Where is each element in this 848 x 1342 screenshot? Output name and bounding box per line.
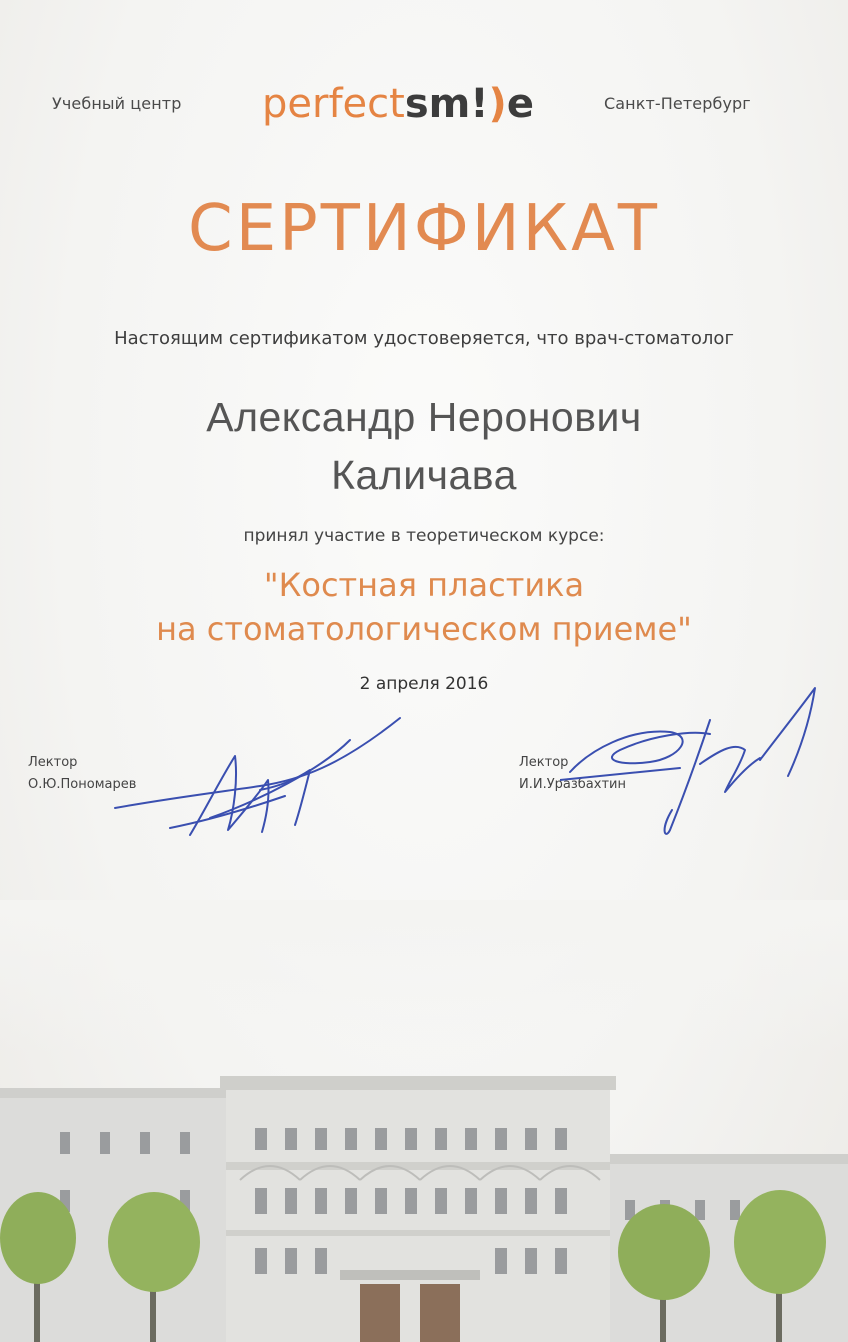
recipient-name-last: Каличава xyxy=(331,452,517,498)
building-illustration xyxy=(0,900,848,1342)
signature-right xyxy=(560,680,830,850)
logo-part-e: e xyxy=(506,81,534,127)
course-title-line-2: на стоматологическом приеме" xyxy=(156,610,692,648)
lecturer-left-role: Лектор xyxy=(28,755,78,770)
logo-part-perfect: perfect xyxy=(262,81,405,127)
lecturer-right-role: Лектор xyxy=(519,755,569,770)
signature-left xyxy=(110,700,410,860)
certificate-title: СЕРТИФИКАТ xyxy=(188,192,660,266)
participation-statement: принял участие в теоретическом курсе: xyxy=(243,526,605,546)
lecturer-left-name: О.Ю.Пономарев xyxy=(28,777,137,792)
certify-statement: Настоящим сертификатом удостоверяется, что врач-стоматолог xyxy=(114,328,734,349)
logo-part-smi: sm! xyxy=(404,81,489,127)
perfect-smile-logo xyxy=(262,78,562,130)
course-title-line-1: "Костная пластика xyxy=(263,566,585,604)
recipient-name-first: Александр Неронович xyxy=(206,394,642,440)
header-training-center: Учебный центр xyxy=(52,94,182,113)
lecturer-right-name: И.И.Уразбахтин xyxy=(519,777,626,792)
logo-part-paren: ) xyxy=(488,81,507,127)
course-date: 2 апреля 2016 xyxy=(359,674,489,694)
header-city: Санкт-Петербург xyxy=(604,94,751,113)
